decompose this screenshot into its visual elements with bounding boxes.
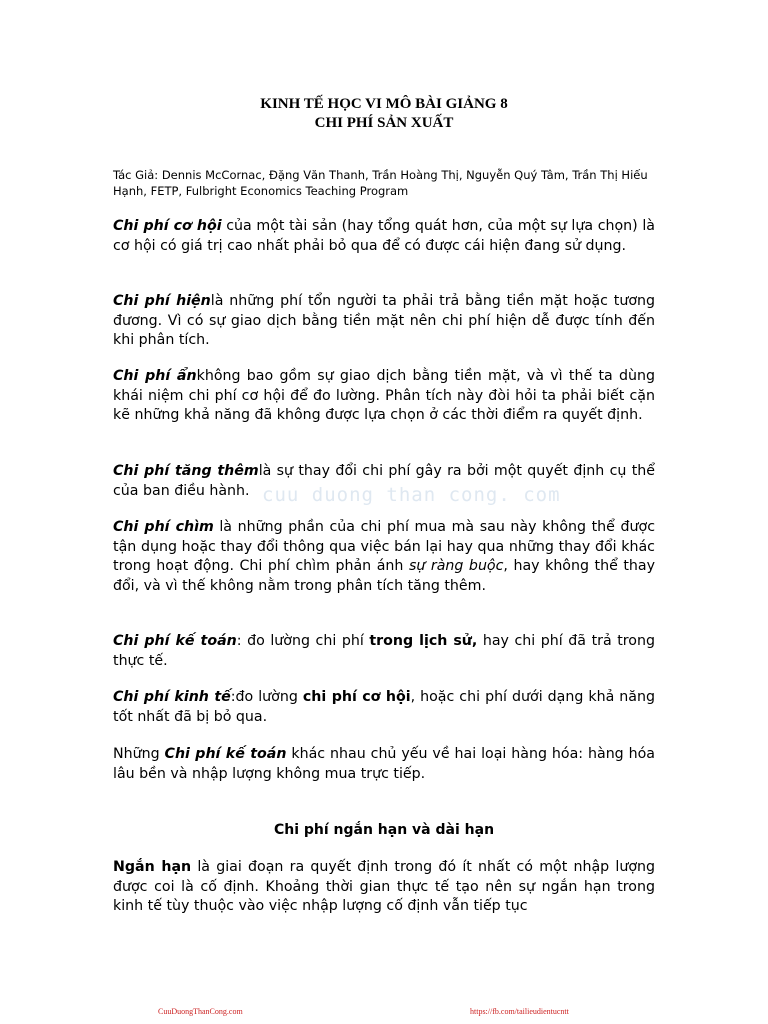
- strong-text: trong lịch sử,: [369, 633, 478, 649]
- term-accounting-cost: Chi phí kế toán: [164, 746, 287, 762]
- paragraph-text: : đo lường chi phí: [236, 633, 370, 649]
- paragraph-economic-cost: [113, 688, 655, 727]
- document-title-line2: CHI PHÍ SẢN XUẤT: [314, 115, 454, 131]
- paragraph-short-run: [113, 858, 655, 917]
- paragraph-text: của một tài sản (hay tổng quát hơn, của một sự lựa chọn) là cơ hội có giá trị cao nhất phải bỏ qua để có được cái hiện đang sử dụng.: [113, 218, 655, 254]
- paragraph-text: là những phần của chi phí mua mà sau này không thể được tận dụng hoặc thay đổi thông qua việc bán lại hay qua những thay đổi khác trong hoạt động. Chi phí chìm phản ánh: [113, 519, 655, 574]
- paragraph-implicit-cost: [113, 367, 655, 426]
- paragraph-sunk-cost: [113, 518, 655, 596]
- strong-text: chi phí cơ hội: [302, 689, 411, 705]
- term-opportunity-cost: Chi phí cơ hội: [113, 218, 222, 234]
- paragraph-text: là những phí tổn người ta phải trả bằng tiền mặt hoặc tương đương. Vì có sự giao dịch bằng tiền mặt nên chi phí hiện dễ được tính đến khi phân tích.: [113, 293, 655, 348]
- footer-fb-link[interactable]: https://fb.com/tailieudientucntt: [470, 1007, 569, 1016]
- document-title-line1: KINH TẾ HỌC VI MÔ BÀI GIẢNG 8: [260, 96, 508, 112]
- paragraph-text: không bao gồm sự giao dịch bằng tiền mặt, và vì thế ta dùng khái niệm chi phí cơ hội để đo lường. Phân tích này đòi hỏi ta phải biết cặn kẽ những khả năng đã không được lựa chọn ở các thời điểm ra quyết định.: [113, 368, 655, 423]
- paragraph-opportunity-cost: [113, 217, 655, 256]
- paragraph-text: khác nhau chủ yếu về hai loại hàng hóa: hàng hóa lâu bền và nhập lượng không mua trực tiếp.: [113, 746, 655, 782]
- paragraph-explicit-cost: [113, 292, 655, 351]
- term-explicit-cost: Chi phí hiện: [113, 293, 211, 309]
- term-economic-cost: Chi phí kinh tế: [113, 689, 231, 705]
- term-short-run: Ngắn hạn: [113, 859, 192, 875]
- emphasis-text: sự ràng buộc: [408, 558, 504, 574]
- paragraph-text: :đo lường: [230, 689, 303, 705]
- term-implicit-cost: Chi phí ẩn: [113, 368, 197, 384]
- term-sunk-cost: Chi phí chìm: [113, 519, 214, 535]
- section-heading: Chi phí ngắn hạn và dài hạn: [273, 822, 495, 838]
- paragraph-incremental-cost: [113, 462, 655, 501]
- term-incremental-cost: Chi phí tăng thêm: [113, 463, 259, 479]
- paragraph-text: là giai đoạn ra quyết định trong đó ít nhất có một nhập lượng được coi là cố định. Khoảng thời gian thực tế tạo nên sự ngắn hạn trong kinh tế tùy thuộc vào việc nhập lượng cố định vẫn tiếp tục: [113, 859, 656, 914]
- term-accounting-cost: Chi phí kế toán: [113, 633, 237, 649]
- authors-line: Tác Giả: Dennis McCornac, Đặng Văn Thanh, Trần Hoàng Thị, Nguyễn Quý Tâm, Trần Thị Hiếu Hạnh, FETP, Fulbright Economics Teaching Program: [113, 168, 648, 198]
- paragraph-text: là sự thay đổi chi phí gây ra bởi một quyết định cụ thể của ban điều hành.: [113, 463, 655, 499]
- footer-source-link[interactable]: CuuDuongThanCong.com: [158, 1007, 243, 1016]
- paragraph-accounting-cost: [113, 632, 655, 671]
- paragraph-text: , hoặc chi phí dưới dạng khả năng tốt nhất đã bị bỏ qua.: [113, 689, 655, 725]
- paragraph-lead: Những: [113, 746, 165, 762]
- watermark-text: cuu duong than cong. com: [262, 484, 561, 506]
- paragraph-text: hay chi phí đã trả trong thực tế.: [113, 633, 655, 669]
- paragraph-accounting-differences: [113, 745, 655, 784]
- paragraph-text: , hay không thể thay đổi, và vì thế không nằm trong phân tích tăng thêm.: [113, 558, 656, 594]
